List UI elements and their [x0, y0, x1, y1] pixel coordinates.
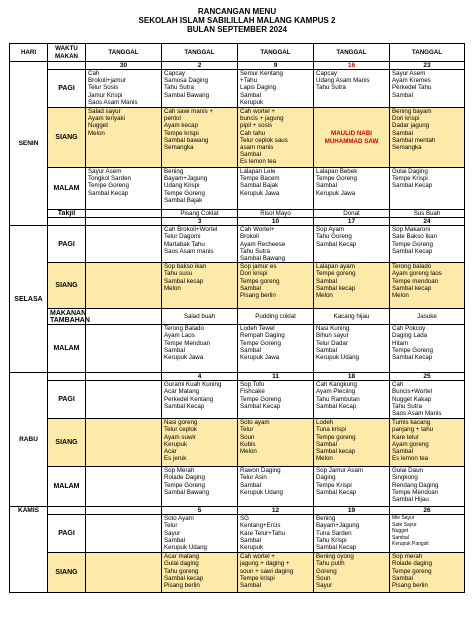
- date-cell-holiday: 16: [314, 62, 390, 70]
- menu-cell: Nasi goreng Telur ceplok Ayam suwir Kerupuk Acar Es jeruk: [162, 419, 238, 467]
- menu-cell: Sop bakso ikan Tahu susu Sambal kecap Melon: [162, 263, 238, 309]
- menu-title: RANCANGAN MENU: [197, 7, 277, 16]
- menu-cell: [86, 515, 162, 553]
- senin-date-row: [10, 62, 465, 70]
- snack-cell: Kacang hijau: [314, 309, 390, 325]
- senin-siang-row: [10, 108, 465, 168]
- meal-siang: SIANG: [48, 419, 86, 467]
- menu-cell: Rawon Daging Telur Asin Sambal Kerupuk Udang: [238, 467, 314, 507]
- menu-cell: Salad sayur Ayam teriyaki Nugget Melon: [86, 108, 162, 168]
- date-cell: 19: [314, 507, 390, 515]
- date-cell: 12: [238, 507, 314, 515]
- menu-cell: Sayur Asem Tongkol Sarden Tempe Goreng Sambal Kecap: [86, 168, 162, 210]
- takjil-cell: Pisang Coklat: [162, 210, 238, 218]
- menu-cell: Cah Brokoli+jamur Telur Sosis Jamur Krispi Saos Asam Manis: [86, 70, 162, 108]
- school-name: SEKOLAH ISLAM SABILILLAH MALANG KAMPUS 2: [138, 16, 336, 25]
- rabu-date-row: [10, 373, 465, 381]
- date-cell: 9: [238, 62, 314, 70]
- menu-cell: Terong balado Ayam goreng laos Tempe mendoan Sambal kecap Melon: [390, 263, 465, 309]
- col-waktu-makan: WAKTU MAKAN: [48, 44, 86, 62]
- document-header: [0, 0, 474, 34]
- snack-cell: Jasuke: [390, 309, 465, 325]
- menu-cell: Cah Pokcoy Daging Lada Hitam Tempe Goreng Sambal Kecap: [390, 325, 465, 373]
- menu-cell: Mie Sayur Sate Sayur Nugget Sambal Kerupuk Pangsit: [390, 515, 465, 553]
- menu-cell: Cah Kangkung Ayam Pleciing Tahu Rambutan Sambal Kecap: [314, 381, 390, 419]
- day-senin: SENIN: [10, 62, 48, 226]
- meal-takjil: Takjil: [48, 210, 86, 218]
- kamis-date-row: [10, 507, 465, 515]
- date-cell: 25: [390, 373, 465, 381]
- menu-cell: Gurami Kuah Kuning Acar Matang Perkedel Kentang Sambal Kecap: [162, 381, 238, 419]
- snack-cell: Salad buah: [162, 309, 238, 325]
- menu-cell: Bening Bayam+Jagung Udang Krispi Tempe Goreng Sambal Bajak: [162, 168, 238, 210]
- day-selasa: SELASA: [10, 226, 48, 373]
- date-cell: 26: [390, 507, 465, 515]
- date-cell: 5: [162, 507, 238, 515]
- menu-cell: Capcay Udang Asam Manis Tahu Sutra: [314, 70, 390, 108]
- date-cell: 24: [390, 218, 465, 226]
- menu-cell: [86, 325, 162, 373]
- menu-cell: Cah wortel + buncis + jagung pipil + sosis Cah tahu Telur ceplok saus asam manis Sambal Es lemon tea: [238, 108, 314, 168]
- date-cell: 18: [314, 373, 390, 381]
- date-cell: 2: [162, 62, 238, 70]
- menu-cell: Semur Kentang +Tahu Lapis Daging Sambal Kerupuk: [238, 70, 314, 108]
- rabu-pagi-row: [10, 381, 465, 419]
- menu-cell: Cah sawi manis + pentol Ayam kecap Tempe krispi Sambal bawang Semangka: [162, 108, 238, 168]
- menu-cell: Gulai Daun Singkong Rendang Daging Tempe Mendoan Sambal Hijau: [390, 467, 465, 507]
- meal-pagi: PAGI: [48, 226, 86, 263]
- meal-siang: SIANG: [48, 263, 86, 309]
- column-header-row: [10, 44, 465, 62]
- meal-pagi: PAGI: [48, 515, 86, 553]
- menu-cell: SG Kentang+Ercis Kare Telur+Tahu Sambal Kerupuk: [238, 515, 314, 553]
- col-tanggal-2: TANGGAL: [162, 44, 238, 62]
- menu-cell: [86, 467, 162, 507]
- snack-cell: [86, 309, 162, 325]
- selasa-malam-row: [10, 325, 465, 373]
- menu-cell: Lalapan ayam Tempe goreng Sambal Sambal kecap Melon: [314, 263, 390, 309]
- senin-malam-row: [10, 168, 465, 210]
- menu-cell: Soto ayam Telur Soun Kubis Melon: [238, 419, 314, 467]
- col-tanggal-3: TANGGAL: [238, 44, 314, 62]
- menu-cell: Sop Merah Rolade Daging Tempe Goreng Sambal Bawang: [162, 467, 238, 507]
- menu-cell: Cah Wortel+ Brokoli Ayam Recheese Tahu Sutra Sambal Bawang: [238, 226, 314, 263]
- date-cell: 10: [238, 218, 314, 226]
- menu-cell: Lodeh Tuna krispi Tempe goreng Sambal Sambal kecap Melon: [314, 419, 390, 467]
- menu-cell: [86, 381, 162, 419]
- day-kamis: KAMIS: [10, 507, 48, 593]
- menu-cell: Bening oyong Tahu putih Goreng Soun Sayur: [314, 553, 390, 593]
- meal-pagi: PAGI: [48, 70, 86, 108]
- menu-cell: Lalapan Lele Tempe Bacem Sambal Bajak Kerupuk Jawa: [238, 168, 314, 210]
- kamis-siang-row: [10, 553, 465, 593]
- month-title: BULAN SEPTEMBER 2024: [186, 25, 288, 34]
- rabu-malam-row: [10, 467, 465, 507]
- menu-table: [9, 43, 465, 593]
- col-hari: HARI: [10, 44, 48, 62]
- menu-cell: [86, 263, 162, 309]
- date-cell: 11: [238, 373, 314, 381]
- meal-malam: MALAM: [48, 325, 86, 373]
- menu-cell: Capcay Samosa Daging Tahu Sutra Sambal Bawang: [162, 70, 238, 108]
- menu-cell: Cah Brokoli+Wortel Telur Dagomi Martabak Tahu Saos Asam manis: [162, 226, 238, 263]
- holiday-note: MAULID NABI MUHAMMAD SAW: [314, 108, 390, 168]
- meal-malam: MALAM: [48, 467, 86, 507]
- date-cell: 17: [314, 218, 390, 226]
- meal-malam: MALAM: [48, 168, 86, 210]
- takjil-cell: Sus Buah: [390, 210, 465, 218]
- day-rabu: RABU: [10, 373, 48, 507]
- menu-cell: Lodeh Tewel Rempah Daging Tempe Goreng Sambal Kerupuk Jawa: [238, 325, 314, 373]
- menu-cell: Nasi Kuning Bihun sayur Telur Dadar Sambal Kerupuk Udang: [314, 325, 390, 373]
- menu-cell: Soto Ayam Telur Sayur Sambal Kerupuk Udang: [162, 515, 238, 553]
- meal-pagi: PAGI: [48, 381, 86, 419]
- menu-cell: Bening Bayam+Jagung Tuna Sarden Tahu Krispi Sambal Kecap: [314, 515, 390, 553]
- menu-cell: [86, 553, 162, 593]
- menu-cell: [86, 226, 162, 263]
- date-cell: 23: [390, 62, 465, 70]
- menu-cell: Sop merah Rolade daging Tempe goreng Sambal Pisang berlin: [390, 553, 465, 593]
- menu-cell: Terong Balado Ayam Laos Tempe Mendoan Sambal Kerupuk Jawa: [162, 325, 238, 373]
- takjil-cell: [86, 210, 162, 218]
- col-tanggal-1: TANGGAL: [86, 44, 162, 62]
- senin-pagi-row: [10, 70, 465, 108]
- col-tanggal-5: TANGGAL: [390, 44, 465, 62]
- menu-cell: Acar matang Gulai daging Tahu goreng Sambal kecap Pisang berlin: [162, 553, 238, 593]
- menu-cell: Cah Buncis+Wortel Nugget Kakap Tahu Sutra Saos Asam Manis: [390, 381, 465, 419]
- selasa-tambahan-row: [10, 309, 465, 325]
- menu-cell: Sop Ayam Tahu Goreng Sambal Kecap: [314, 226, 390, 263]
- takjil-cell: Risol Mayo: [238, 210, 314, 218]
- selasa-siang-row: [10, 263, 465, 309]
- menu-cell: Lalapan Bebek Tempe Goreng Sambal Kerupuk Jawa: [314, 168, 390, 210]
- menu-cell: Sop Tofu Fishcake Tempe Goreng Sambal Kecap: [238, 381, 314, 419]
- meal-siang: SIANG: [48, 553, 86, 593]
- col-tanggal-4: TANGGAL: [314, 44, 390, 62]
- kamis-pagi-row: [10, 515, 465, 553]
- menu-cell: Sop Makaroni Sate Bakso Ikan Tempe Goreng Sambal Kecap: [390, 226, 465, 263]
- meal-tambahan: MAKANAN TAMBAHAN: [48, 309, 86, 325]
- menu-cell: Sop jamur es Dori krispi Tempe goreng Sambal Pisang berlin: [238, 263, 314, 309]
- menu-cell: Tumis kacang panjang + tahu Kare telur Ayam goreng Sambal Es lemon tea: [390, 419, 465, 467]
- date-cell: 30: [86, 62, 162, 70]
- menu-cell: Sayur Asem Ayam Kremes Perkedel Tahu Sambal: [390, 70, 465, 108]
- senin-takjil-row: [10, 210, 465, 218]
- rabu-siang-row: [10, 419, 465, 467]
- snack-cell: Pudding coklat: [238, 309, 314, 325]
- selasa-date-row: [10, 218, 465, 226]
- selasa-pagi-row: [10, 226, 465, 263]
- meal-siang: SIANG: [48, 108, 86, 168]
- menu-cell: Gulai Daging Tempe Krispi Sambal Kecap: [390, 168, 465, 210]
- menu-cell: Cah wortel + jagung + daging + soun + sawi daging Tempe krispi Sambal: [238, 553, 314, 593]
- date-cell: 4: [162, 373, 238, 381]
- menu-cell: Sop Jamur Asam Daging Tempe Krispi Sambal Kecap: [314, 467, 390, 507]
- takjil-cell: Donat: [314, 210, 390, 218]
- date-cell: 3: [162, 218, 238, 226]
- menu-cell: Bening bayam Dori krispi Dadar jagung Sambal Sambal mentah Semangka: [390, 108, 465, 168]
- menu-cell: [86, 419, 162, 467]
